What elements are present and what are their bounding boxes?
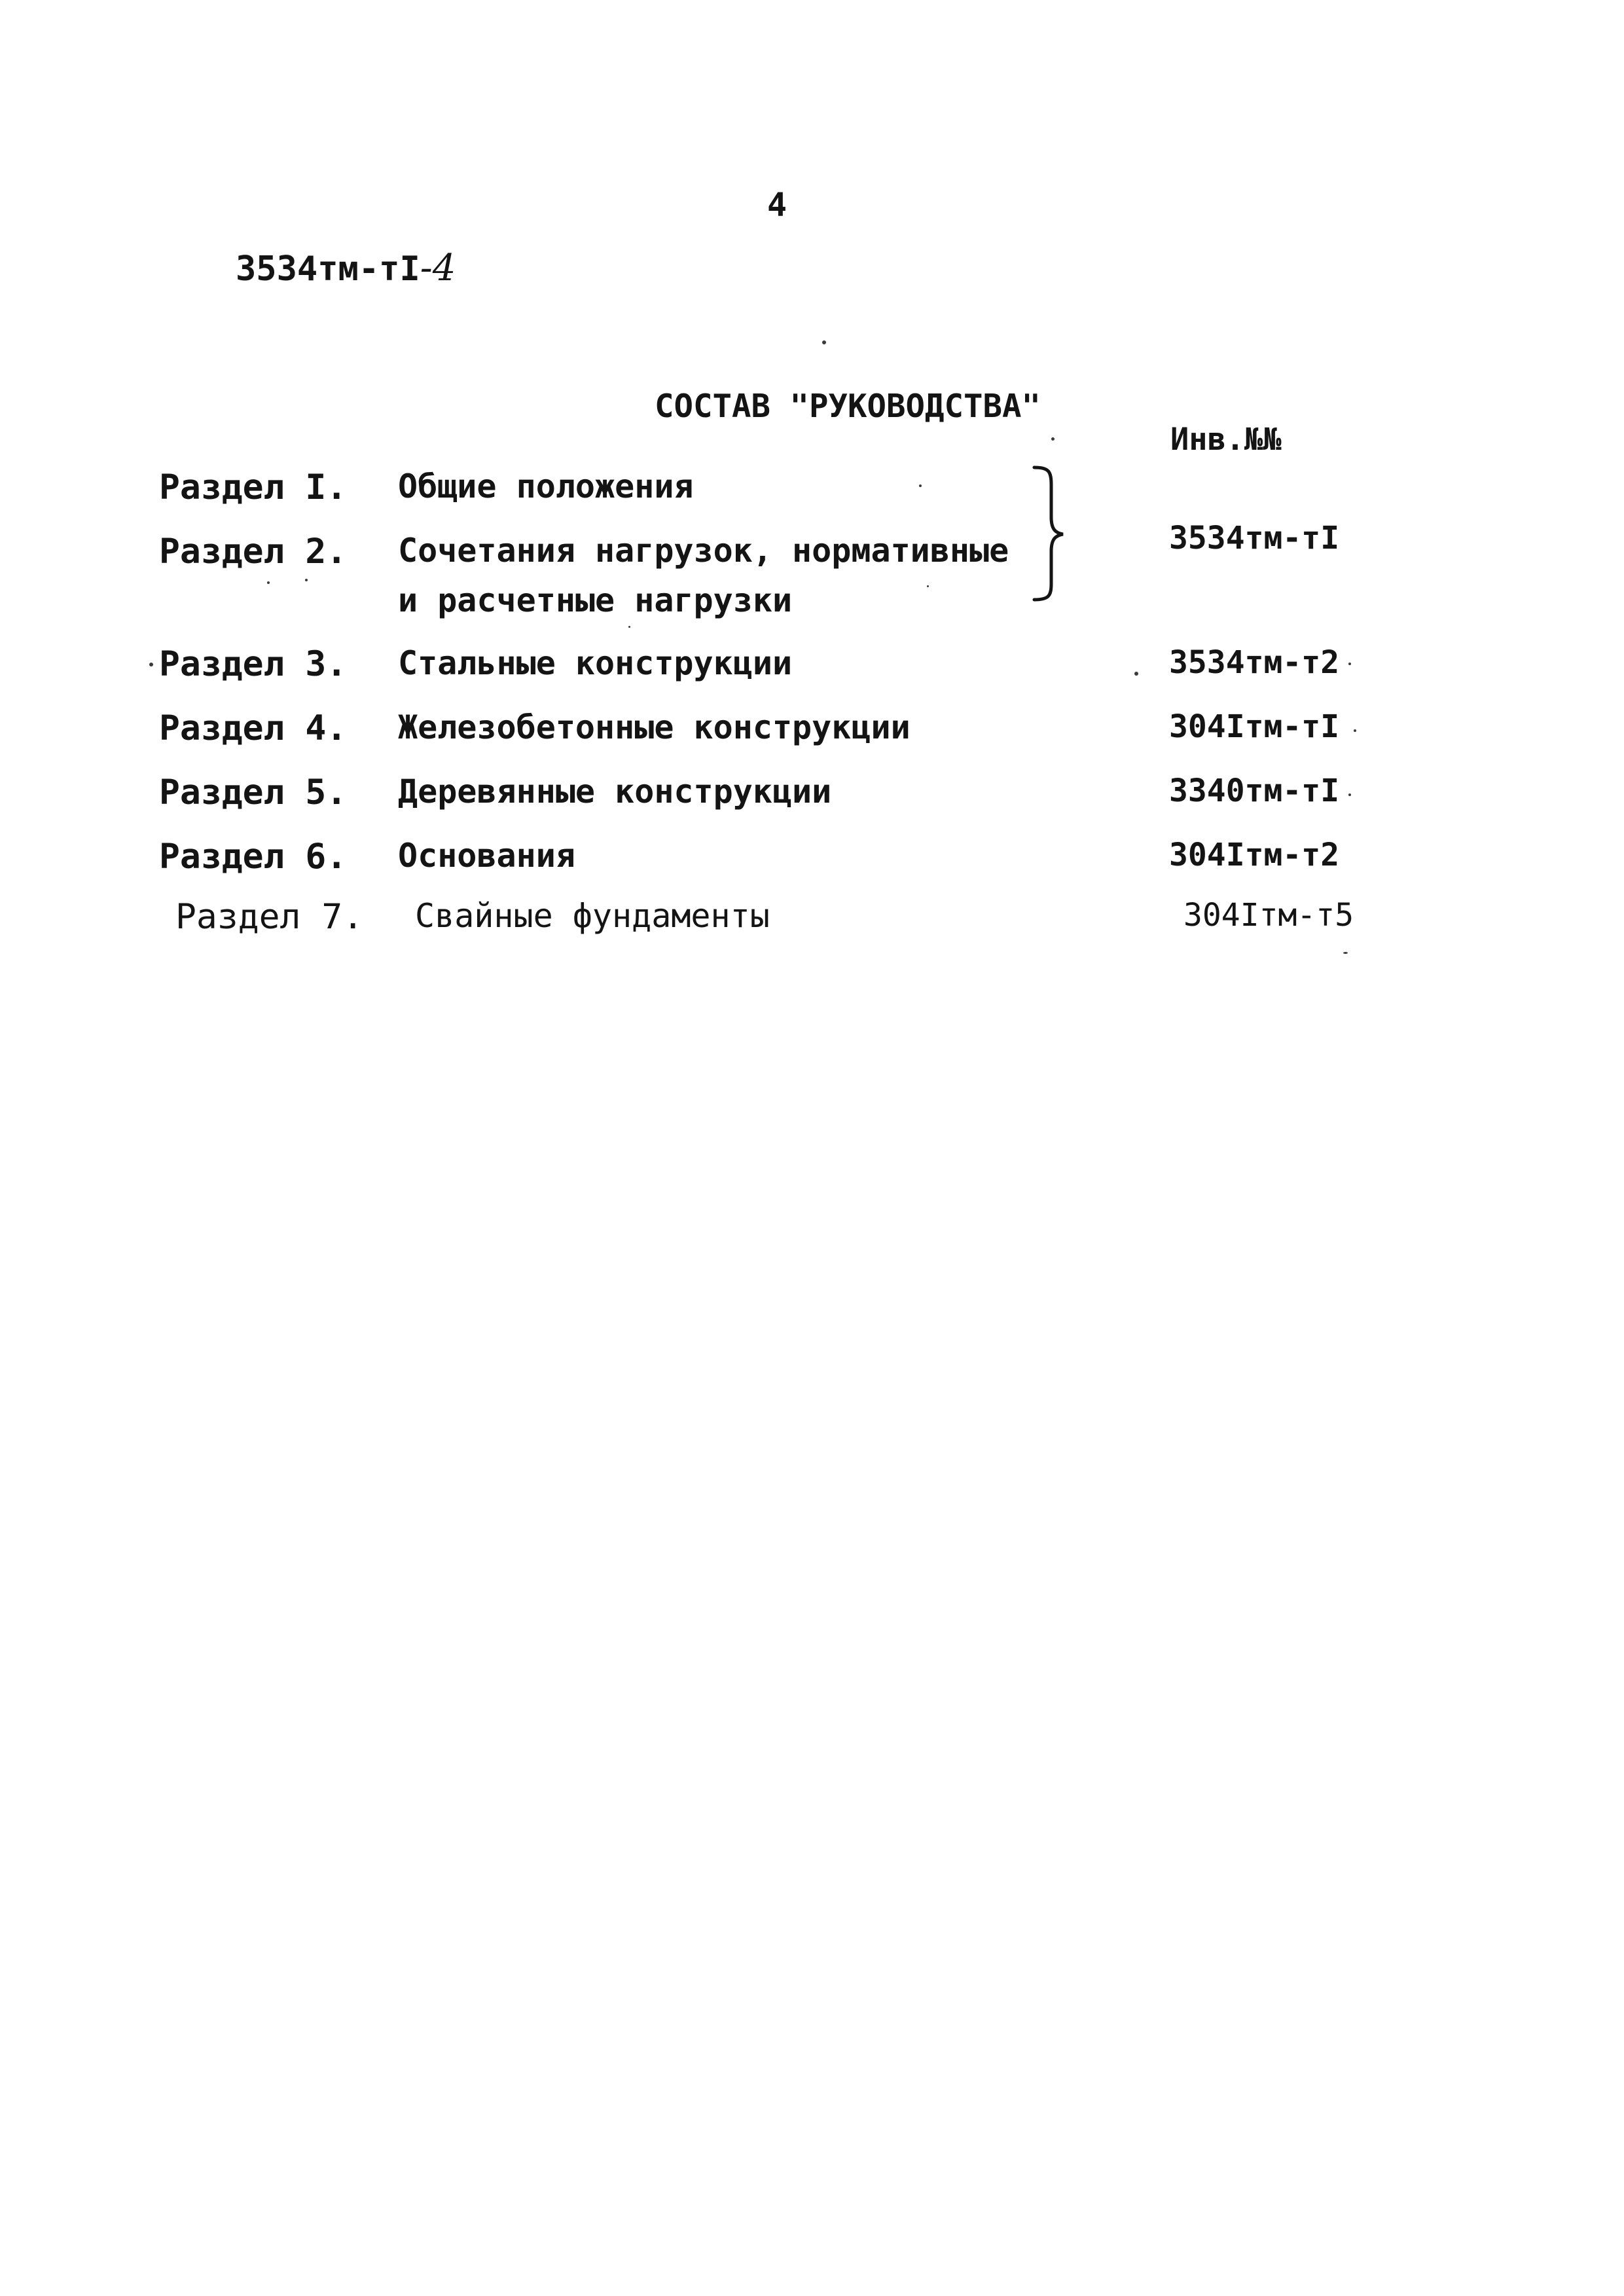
scan-speck [267, 581, 270, 584]
scan-speck [1051, 437, 1055, 441]
scan-speck [628, 626, 630, 628]
inventory-number-header: Инв.№№ [1170, 422, 1282, 458]
scan-speck [1354, 729, 1356, 732]
scan-speck [305, 579, 308, 581]
section-label: Раздел I. [159, 467, 348, 507]
section-title: Железобетонные конструкции [398, 708, 911, 746]
section-title: Стальные конструкции [398, 644, 793, 682]
scan-speck [927, 585, 929, 587]
section-title: Сочетания нагрузок, нормативные [398, 532, 1009, 570]
section-inventory-number: 3340тм-тI [1169, 773, 1340, 809]
scan-speck [919, 484, 922, 487]
section-label: Раздел 5. [159, 773, 348, 812]
scan-speck [1348, 663, 1351, 665]
right-curly-brace [1029, 465, 1068, 602]
contents-title: СОСТАВ "РУКОВОДСТВА" [655, 388, 1041, 425]
scan-speck [1348, 793, 1351, 796]
document-code-typed: 3534тм-тI [236, 249, 420, 289]
scan-speck [1134, 672, 1138, 676]
section-inventory-number: 304Iтм-т5 [1183, 897, 1354, 934]
section-label: Раздел 7. [175, 897, 364, 937]
document-code-handwritten: -4 [420, 247, 456, 289]
section-title-continuation: и расчетные нагрузки [398, 581, 793, 619]
section-title: Свайные фундаменты [415, 897, 770, 935]
section-title: Общие положения [398, 467, 694, 505]
section-inventory-number: 3534тм-т2 [1169, 644, 1340, 681]
document-code [236, 247, 456, 289]
section-inventory-number: 304Iтм-т2 [1169, 837, 1340, 873]
scan-speck [1343, 952, 1348, 954]
page-number: 4 [767, 186, 788, 224]
section-label: Раздел 6. [159, 837, 348, 877]
section-title: Деревянные конструкции [398, 773, 832, 811]
scan-speck [822, 340, 826, 344]
section-label: Раздел 3. [159, 644, 348, 684]
section-title: Основания [398, 837, 575, 875]
scan-speck [149, 663, 153, 666]
section-label: Раздел 2. [159, 532, 348, 572]
section-inventory-number: 304Iтм-тI [1169, 708, 1340, 745]
section-label: Раздел 4. [159, 708, 348, 748]
section-inventory-number: 3534тм-тI [1169, 520, 1340, 556]
